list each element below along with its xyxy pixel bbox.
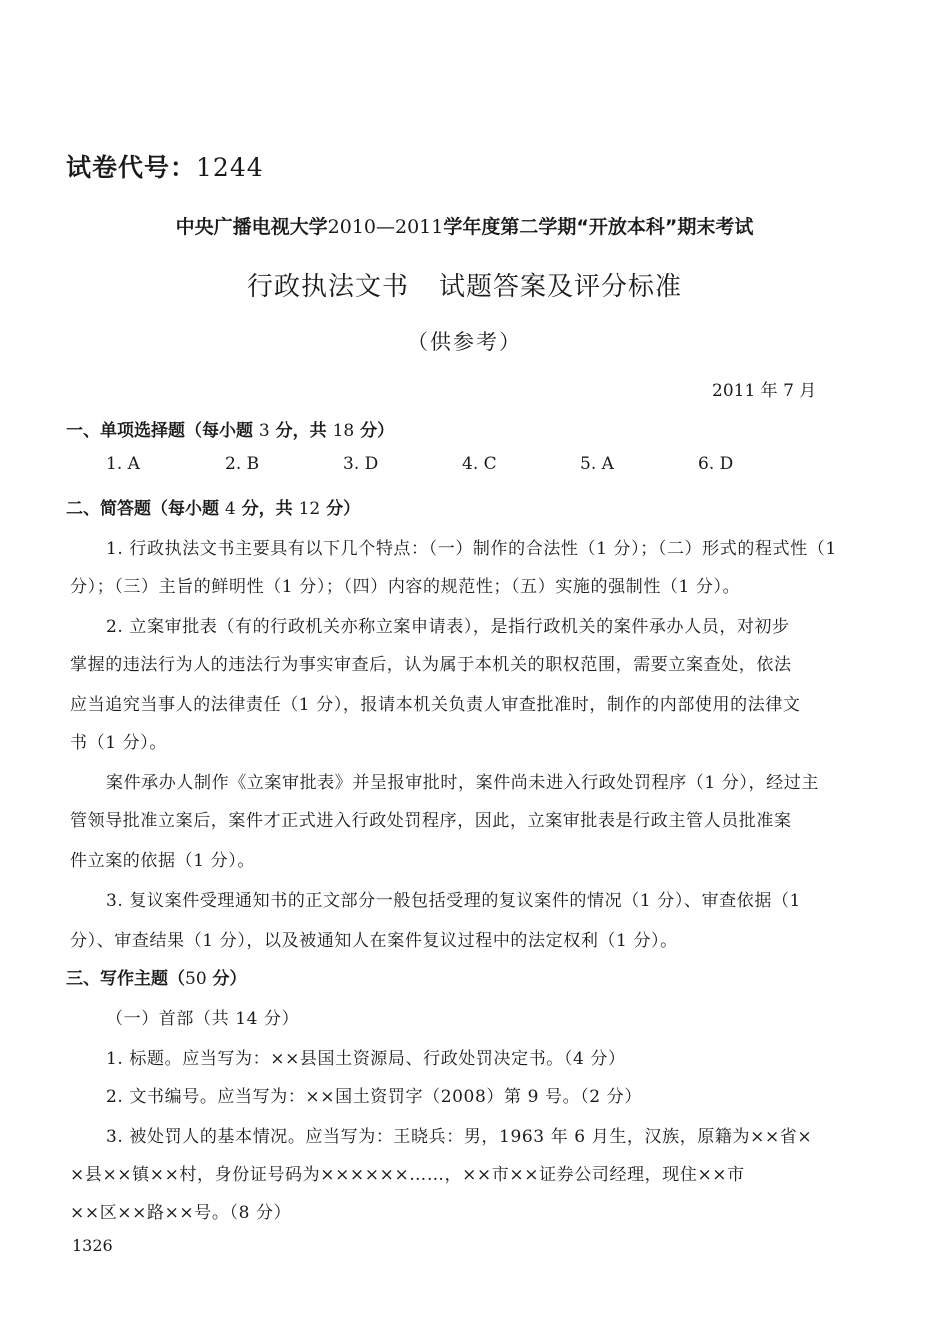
exam-title-university: 中央广播电视大学 [175, 216, 328, 238]
section1-heading-text: 分，共 [269, 421, 333, 441]
section1-heading-points: 3 [258, 421, 270, 441]
paper-code-label: 试卷代号： [66, 153, 197, 182]
answer-6: 6. D [698, 454, 734, 474]
section3-heading-text: 分） [206, 969, 247, 989]
paragraph-line: 件立案的依据（1 分）。 [70, 851, 255, 871]
paragraph-line: 书（1 分）。 [70, 733, 167, 753]
exam-title-years: 2010—2011 [327, 216, 444, 238]
subject-name: 行政执法文书 [246, 272, 409, 302]
paragraph-line: 管领导批准立案后，案件才正式进入行政处罚程序，因此，立案审批表是行政主管人员批准案 [70, 811, 792, 831]
section2-heading-text: 二、简答题（每小题 [66, 499, 225, 519]
paragraph-line: ×县××镇××村，身份证号码为××××××……，××市××证券公司经理，现住××市 [70, 1165, 745, 1185]
exam-date: 2011 年 7 月 [712, 381, 817, 401]
paragraph-line: 1. 行政执法文书主要具有以下几个特点：（一）制作的合法性（1 分）；（二）形式的程式性（1 [106, 539, 837, 559]
paragraph-line: 1. 标题。应当写为：××县国土资源局、行政处罚决定书。（4 分） [106, 1049, 626, 1069]
paragraph-line: 2. 文书编号。应当写为：××国土资罚字（2008）第 9 号。（2 分） [106, 1087, 642, 1107]
paper-code [66, 148, 264, 184]
answer-4: 4. C [462, 454, 497, 474]
paragraph-line: 3. 被处罚人的基本情况。应当写为：王晓兵：男，1963 年 6 月生，汉族，原籍为××省× [106, 1127, 813, 1147]
section1-heading [66, 416, 394, 441]
subject-title [0, 266, 929, 303]
paragraph-line: 3. 复议案件受理通知书的正文部分一般包括受理的复议案件的情况（1 分）、审查依据（1 [106, 891, 801, 911]
paragraph-line: 案件承办人制作《立案审批表》并呈报审批时，案件尚未进入行政处罚程序（1 分），经过主 [106, 773, 819, 793]
answer-3: 3. D [343, 454, 379, 474]
paragraph-line: （一）首部（共 14 分） [106, 1009, 300, 1029]
section3-heading-total: 50 [185, 969, 207, 989]
paragraph-line: 掌握的违法行为人的违法行为事实审查后，认为属于本机关的职权范围，需要立案查处，依法 [70, 655, 792, 675]
section1-heading-total: 18 [332, 421, 355, 441]
answer-1: 1. A [106, 454, 140, 474]
reference-note: （供参考） [407, 330, 522, 354]
paragraph-line: 分）、审查结果（1 分），以及被通知人在案件复议过程中的法定权利（1 分）。 [70, 931, 678, 951]
section3-heading [66, 964, 247, 989]
answer-5: 5. A [580, 454, 614, 474]
section1-heading-text: 一、单项选择题（每小题 [66, 421, 259, 441]
paragraph-line: 应当追究当事人的法律责任（1 分），报请本机关负责人审查批准时，制作的内部使用的法律文 [70, 695, 801, 715]
paragraph-line: 2. 立案审批表（有的行政机关亦称立案申请表），是指行政机关的案件承办人员，对初步 [106, 617, 790, 637]
section2-heading-points: 4 [224, 499, 236, 519]
page-number: 1326 [72, 1236, 113, 1255]
exam-title [0, 212, 929, 239]
subject-subtitle: 试题答案及评分标准 [439, 272, 683, 302]
section1-heading-text: 分） [354, 421, 395, 441]
section2-heading-total: 12 [298, 499, 321, 519]
section2-heading-text: 分） [320, 499, 361, 519]
section2-heading [66, 494, 360, 519]
answer-2: 2. B [225, 454, 260, 474]
exam-title-term: 学年度第二学期“开放本科”期末考试 [443, 216, 754, 238]
section2-heading-text: 分，共 [235, 499, 299, 519]
section3-heading-text: 三、写作主题（ [66, 969, 185, 989]
paragraph-line: 分）；（三）主旨的鲜明性（1 分）；（四）内容的规范性；（五）实施的强制性（1 分）。 [70, 577, 741, 597]
paper-code-number: 1244 [196, 153, 264, 182]
paragraph-line: ××区××路××号。（8 分） [70, 1203, 292, 1223]
